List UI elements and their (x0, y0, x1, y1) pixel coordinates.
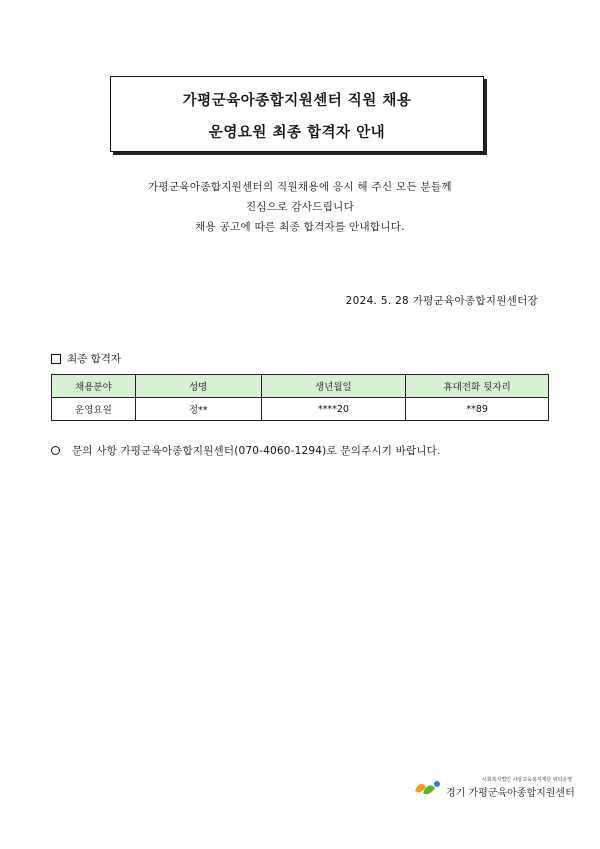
intro-line-1: 가평군육아종합지원센터의 직원채용에 응시 해 주신 모든 분들께 (148, 181, 452, 193)
table-row (52, 398, 549, 421)
results-table (51, 374, 549, 421)
logo-name: 경기 가평군육아종합지원센터 (446, 788, 575, 799)
column-header: 휴대전화 뒷자리 (406, 375, 549, 398)
table-cell: 정** (135, 398, 261, 421)
table-cell: **89 (406, 398, 549, 421)
section-title: 최종 합격자 (67, 353, 122, 365)
column-header: 성명 (135, 375, 261, 398)
organization-logo (412, 776, 575, 799)
logo-subtitle: 사회복지법인 사랑교육복지재단 위탁운영 (482, 777, 573, 783)
section-heading (51, 351, 121, 366)
table-header-row (52, 375, 549, 398)
contact-note (51, 443, 441, 458)
intro-line-2: 진심으로 감사드립니다 (245, 201, 355, 213)
page-title: 가평군육아종합지원센터 직원 채용 (182, 93, 412, 109)
page-subtitle: 운영요원 최종 합격자 안내 (208, 125, 386, 141)
title-box (110, 76, 484, 152)
contact-text: 문의 사항 가평군육아종합지원센터(070-4060-1294)로 문의주시기 바랍니다. (72, 445, 441, 457)
logo-mark-icon (412, 777, 442, 799)
square-bullet-icon (51, 354, 61, 364)
table-cell: ****20 (261, 398, 406, 421)
column-header: 생년월일 (261, 375, 406, 398)
intro-line-3: 채용 공고에 따른 최종 합격자를 안내합니다. (195, 221, 405, 233)
circle-bullet-icon (51, 446, 60, 455)
column-header: 채용분야 (52, 375, 136, 398)
date-signature: 2024. 5. 28 가평군육아종합지원센터장 (345, 295, 538, 307)
table-cell: 운영요원 (52, 398, 136, 421)
